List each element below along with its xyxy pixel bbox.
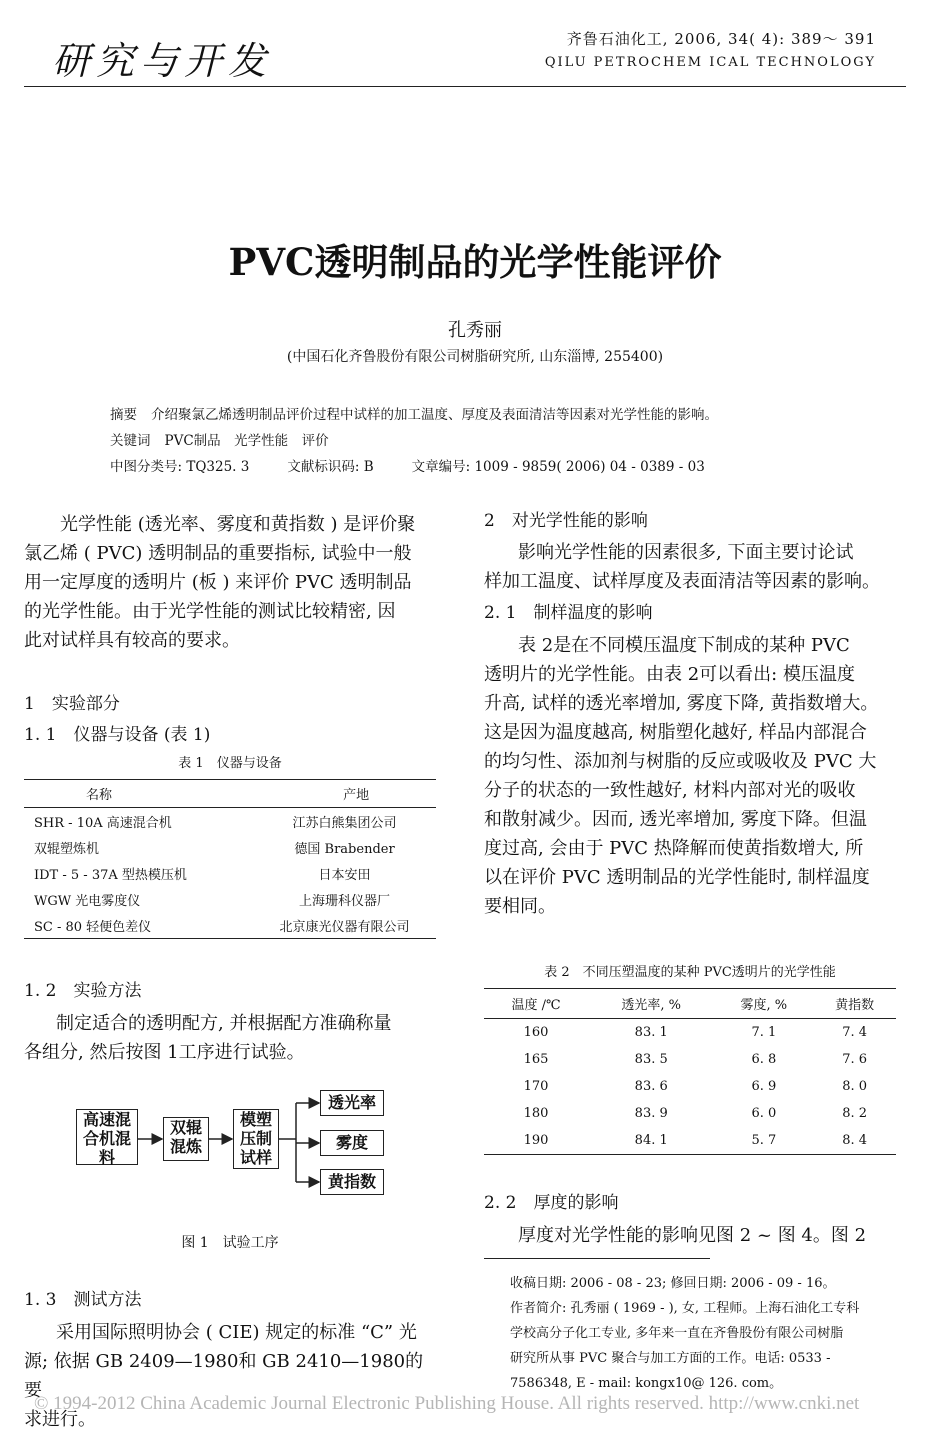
- table-cell: 160: [523, 1025, 549, 1040]
- journal-citation: [545, 28, 876, 74]
- intro-line: 用一定厚度的透明片 (板 ) 来评价 PVC 透明制品: [24, 572, 412, 593]
- abstract: [110, 403, 718, 423]
- section-2-1-paragraph: [484, 631, 902, 921]
- table-2-caption: 表 2 不同压塑温度的某种 PVC透明片的光学性能: [544, 965, 836, 980]
- abstract-label: 摘要: [110, 407, 137, 423]
- header-rule: [24, 86, 906, 87]
- footnote: [510, 1271, 859, 1396]
- table-row: [484, 1073, 896, 1100]
- table-header-cell: 透光率, %: [588, 989, 714, 1019]
- s21-line: 度过高, 会由于 PVC 热降解而使黄指数增大, 所: [484, 838, 864, 859]
- flow-box-transmittance: 透光率: [320, 1090, 384, 1116]
- table-cell: 190: [484, 1127, 588, 1155]
- s21-line: 表 2是在不同模压温度下制成的某种 PVC: [518, 635, 850, 656]
- test-line: 采用国际照明协会 ( CIE) 规定的标准 “C” 光: [56, 1322, 417, 1343]
- intro-line: 此对试样具有较高的要求。: [24, 630, 240, 651]
- method-paragraph: [24, 1009, 438, 1067]
- section-1-1-heading: 1. 1 仪器与设备 (表 1): [24, 725, 211, 745]
- table-row: [24, 886, 436, 912]
- section-1-3-heading: 1. 3 测试方法: [24, 1290, 142, 1310]
- table-cell: 7. 6: [842, 1052, 868, 1067]
- table-2: [484, 988, 896, 1155]
- section-2-2-line: 厚度对光学性能的影响见图 2 ~ 图 4。图 2: [518, 1225, 867, 1246]
- affiliation: (中国石化齐鲁股份有限公司树脂研究所, 山东淄博, 255400): [286, 349, 664, 365]
- section-2-1-heading: 2. 1 制样温度的影响: [484, 603, 653, 623]
- table-row: [24, 808, 436, 835]
- table-1: [24, 779, 436, 939]
- copyright-watermark: © 1994-2012 China Academic Journal Electronic Publishing House. All rights reserved. http://www.cnki.net: [34, 1393, 860, 1414]
- test-line: 求进行。: [24, 1409, 96, 1430]
- footnote-line: 7586348, E - mail: kongx10@ 126. com。: [510, 1376, 783, 1391]
- table-cell: 6. 9: [751, 1079, 777, 1094]
- method-line: 各组分, 然后按图 1工序进行试验。: [24, 1042, 305, 1063]
- footnote-line: 作者简介: 孔秀丽 ( 1969 - ), 女, 工程师。上海石油化工专科: [510, 1301, 860, 1316]
- table-cell: 5. 7: [714, 1127, 813, 1155]
- journal-english-name: QILU PETROCHEM ICAL TECHNOLOGY: [544, 55, 876, 70]
- table-cell: SC - 80 轻便色差仪: [24, 912, 253, 939]
- flow-box-mixing: 高速混合机混料: [76, 1109, 138, 1165]
- keywords-text: PVC制品 光学性能 评价: [164, 433, 329, 449]
- table-cell: WGW 光电雾度仪: [34, 893, 141, 909]
- figure-1-caption: 图 1 试验工序: [181, 1235, 279, 1251]
- section-2-2-heading: 2. 2 厚度的影响: [484, 1193, 619, 1213]
- test-line: 源; 依据 GB 2409—1980和 GB 2410—1980的要: [24, 1351, 424, 1401]
- s2-line: 样加工温度、试样厚度及表面清洁等因素的影响。: [484, 571, 880, 592]
- journal-line: 齐鲁石油化工, 2006, 34( 4): 389～ 391: [566, 30, 876, 48]
- s21-line: 的均匀性、添加剂与树脂的反应或吸收及 PVC 大: [484, 751, 877, 772]
- flow-arrows: [70, 1085, 400, 1200]
- flow-box-yellow-index: 黄指数: [320, 1169, 384, 1195]
- table-cell: 8. 0: [842, 1079, 868, 1094]
- table-cell: 165: [523, 1052, 549, 1067]
- footnote-rule: [484, 1258, 710, 1259]
- table-cell: 7. 1: [751, 1025, 777, 1040]
- keywords: [110, 429, 329, 449]
- s21-line: 要相同。: [484, 896, 556, 917]
- table-header-cell: 雾度, %: [714, 989, 813, 1019]
- flow-box-milling: 双辊混炼: [163, 1117, 209, 1161]
- table-cell: 江苏白熊集团公司: [292, 815, 397, 831]
- abstract-text: 介绍聚氯乙烯透明制品评价过程中试样的加工温度、厚度及表面清洁等因素对光学性能的影响。: [151, 407, 718, 423]
- footnote-line: 研究所从事 PVC 聚合与加工方面的工作。电话: 0533 -: [510, 1351, 831, 1366]
- intro-line: 氯乙烯 ( PVC) 透明制品的重要指标, 试验中一般: [24, 543, 412, 564]
- table-row: [24, 834, 436, 860]
- s21-line: 以在评价 PVC 透明制品的光学性能时, 制样温度: [484, 867, 870, 888]
- s21-line: 和散射减少。因而, 透光率增加, 雾度下降。但温: [484, 809, 867, 830]
- method-line: 制定适合的透明配方, 并根据配方准确称量: [56, 1013, 392, 1034]
- table-cell: 6. 8: [751, 1052, 777, 1067]
- flow-box-molding: 模塑压制试样: [233, 1109, 279, 1169]
- table-row: [484, 1019, 896, 1047]
- footnote-line: 收稿日期: 2006 - 08 - 23; 修回日期: 2006 - 09 - 16。: [510, 1276, 836, 1291]
- table-row: [24, 860, 436, 886]
- s21-line: 透明片的光学性能。由表 2可以看出: 模压温度: [484, 664, 855, 685]
- s21-line: 分子的状态的一致性越好, 材料内部对光的吸收: [484, 780, 856, 801]
- table-row: [484, 1127, 896, 1155]
- author-name: 孔秀丽: [448, 320, 502, 341]
- section-2-heading: 2 对光学性能的影响: [484, 511, 648, 531]
- s21-line: 这是因为温度越高, 树脂塑化越好, 样品内部混合: [484, 722, 867, 743]
- test-paragraph: [24, 1318, 438, 1434]
- intro-paragraph: [24, 510, 438, 655]
- table-1-caption: 表 1 仪器与设备: [178, 756, 282, 771]
- table-cell: 83. 9: [634, 1106, 668, 1121]
- article-number: 文章编号: 1009 - 9859( 2006) 04 - 0389 - 03: [411, 459, 705, 475]
- table-header-cell: 黄指数: [813, 989, 896, 1019]
- table-header-cell: 名称: [24, 780, 253, 808]
- section-heading: 研究与开发: [52, 39, 273, 83]
- table-cell: 83. 6: [634, 1079, 668, 1094]
- table-cell: 7. 4: [842, 1025, 868, 1040]
- table-cell: 8. 2: [842, 1106, 868, 1121]
- table-cell: 170: [523, 1079, 549, 1094]
- section-1-2-heading: 1. 2 实验方法: [24, 981, 142, 1001]
- table-cell: 84. 1: [588, 1127, 714, 1155]
- table-cell: 日本安田: [318, 867, 371, 883]
- s2-line: 影响光学性能的因素很多, 下面主要讨论试: [518, 542, 854, 563]
- table-cell: 上海珊科仪器厂: [299, 893, 391, 909]
- table-cell: 北京康光仪器有限公司: [253, 912, 436, 939]
- keywords-label: 关键词: [110, 433, 151, 449]
- table-cell: IDT - 5 - 37A 型热模压机: [34, 867, 187, 883]
- classification-line: [110, 455, 705, 475]
- table-header-row: [24, 780, 436, 808]
- intro-line: 光学性能 (透光率、雾度和黄指数 ) 是评价聚: [60, 514, 416, 535]
- table-cell: 6. 0: [751, 1106, 777, 1121]
- table-cell: 83. 1: [634, 1025, 668, 1040]
- section-2-paragraph: [484, 538, 902, 596]
- table-row: [484, 1100, 896, 1127]
- document-code: 文献标识码: B: [287, 459, 374, 475]
- s21-line: 升高, 试样的透光率增加, 雾度下降, 黄指数增大。: [484, 693, 879, 714]
- table-header-cell: 温度 /℃: [484, 989, 588, 1019]
- footnote-line: 学校高分子化工专业, 多年来一直在齐鲁股份有限公司树脂: [510, 1326, 844, 1341]
- intro-line: 的光学性能。由于光学性能的测试比较精密, 因: [24, 601, 396, 622]
- table-header-cell: 产地: [253, 780, 436, 808]
- table-cell: 德国 Brabender: [294, 841, 395, 857]
- table-cell: 180: [523, 1106, 549, 1121]
- table-row: [24, 912, 436, 939]
- article-title: PVC透明制品的光学性能评价: [228, 240, 722, 284]
- section-1-heading: 1 实验部分: [24, 694, 120, 714]
- table-row: [484, 1046, 896, 1073]
- flow-box-haze: 雾度: [320, 1130, 384, 1156]
- table-cell: 83. 5: [634, 1052, 668, 1067]
- table-cell: 8. 4: [813, 1127, 896, 1155]
- table-cell: 双辊塑炼机: [34, 841, 100, 857]
- table-cell: SHR - 10A 高速混合机: [34, 815, 172, 831]
- clc-number: 中图分类号: TQ325. 3: [110, 459, 250, 475]
- table-header-row: [484, 989, 896, 1019]
